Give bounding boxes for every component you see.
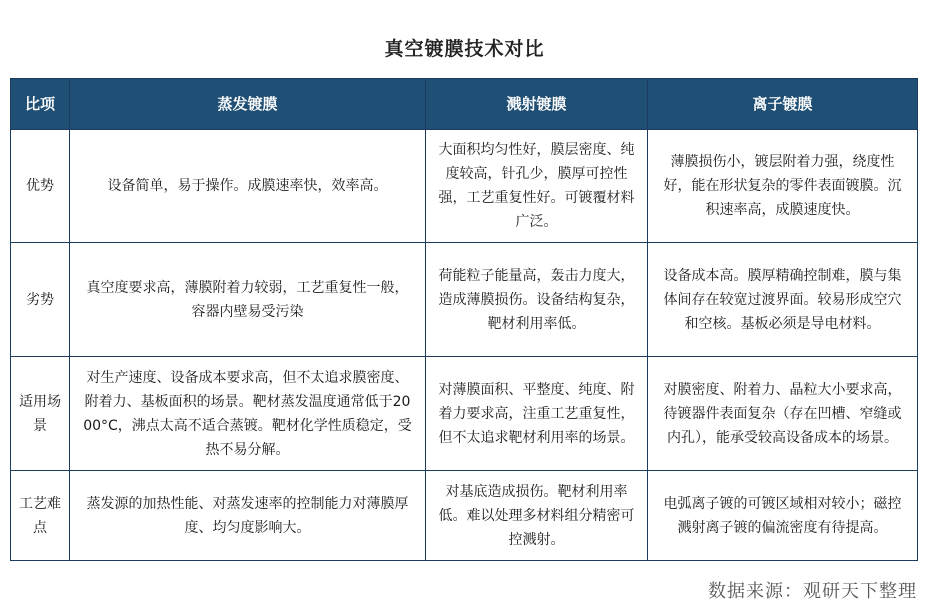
cell-evaporation: 蒸发源的加热性能、对蒸发速率的控制能力对薄膜厚度、均匀度影响大。 <box>70 471 426 561</box>
data-source-note: 数据来源：观研天下整理 <box>708 581 917 602</box>
table-row <box>11 130 918 243</box>
table-row <box>11 243 918 357</box>
cell-sputtering: 对基底造成损伤。靶材利用率低。难以处理多材料组分精密可控溅射。 <box>426 471 648 561</box>
cell-sputtering: 大面积均匀性好，膜层密度、纯度较高，针孔少，膜厚可控性强，工艺重复性好。可镀覆材料广泛。 <box>426 130 648 243</box>
cell-evaporation: 真空度要求高，薄膜附着力较弱，工艺重复性一般，容器内壁易受污染 <box>70 243 426 357</box>
cell-ion: 薄膜损伤小，镀层附着力强，绕度性好，能在形状复杂的零件表面镀膜。沉积速率高，成膜速度快。 <box>648 130 918 243</box>
cell-sputtering: 荷能粒子能量高，轰击力度大，造成薄膜损伤。设备结构复杂，靶材利用率低。 <box>426 243 648 357</box>
header-row <box>11 79 918 130</box>
cell-ion: 电弧离子镀的可镀区域相对较小；磁控溅射离子镀的偏流密度有待提高。 <box>648 471 918 561</box>
table-row <box>11 471 918 561</box>
header-sputtering: 溅射镀膜 <box>426 79 648 130</box>
cell-evaporation: 设备简单，易于操作。成膜速率快，效率高。 <box>70 130 426 243</box>
row-label: 劣势 <box>11 243 70 357</box>
page-title: 真空镀膜技术对比 <box>384 38 545 60</box>
row-label: 工艺难点 <box>11 471 70 561</box>
header-item: 比项 <box>11 79 70 130</box>
cell-sputtering: 对薄膜面积、平整度、纯度、附着力要求高，注重工艺重复性，但不太追求靶材利用率的场景。 <box>426 357 648 471</box>
table-row <box>11 357 918 471</box>
header-evaporation: 蒸发镀膜 <box>70 79 426 130</box>
cell-evaporation: 对生产速度、设备成本要求高，但不太追求膜密度、附着力、基板面积的场景。靶材蒸发温度通常低于2000°C，沸点太高不适合蒸镀。靶材化学性质稳定，受热不易分解。 <box>70 357 426 471</box>
row-label: 优势 <box>11 130 70 243</box>
row-label: 适用场景 <box>11 357 70 471</box>
header-ion: 离子镀膜 <box>648 79 918 130</box>
comparison-table <box>10 78 918 561</box>
cell-ion: 对膜密度、附着力、晶粒大小要求高，待镀器件表面复杂（存在凹槽、窄缝或内孔），能承受较高设备成本的场景。 <box>648 357 918 471</box>
cell-ion: 设备成本高。膜厚精确控制难，膜与集体间存在较宽过渡界面。较易形成空穴和空核。基板必须是导电材料。 <box>648 243 918 357</box>
